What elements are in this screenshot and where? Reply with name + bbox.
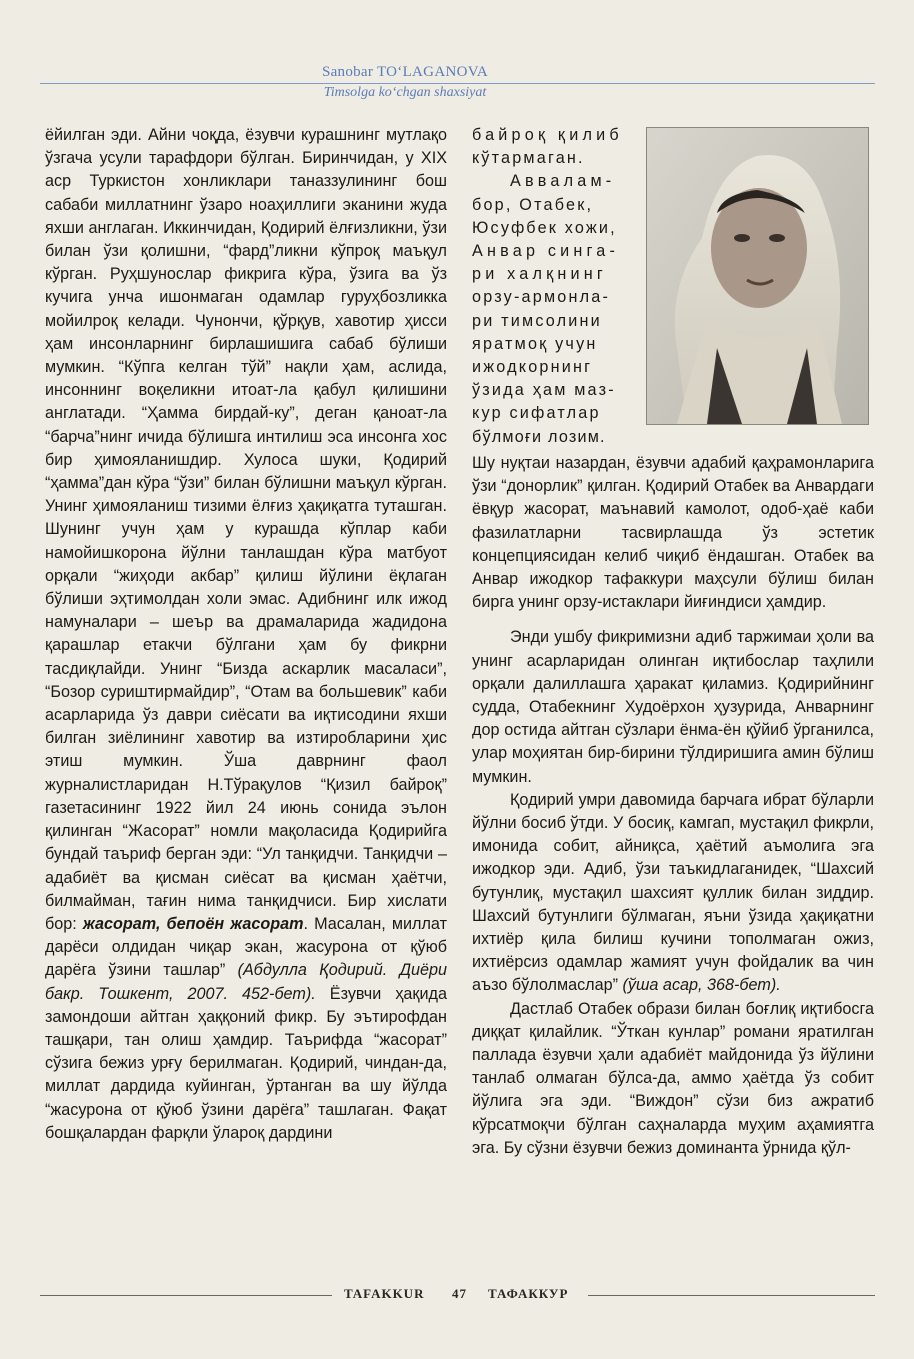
header-author: Sanobar TO‘LAGANOVA — [321, 64, 489, 80]
side-line: ри халқнинг — [472, 265, 608, 283]
side-line: бор, Отабек, — [472, 196, 594, 214]
side-line: орзу-армонла- — [472, 288, 611, 306]
side-line: Аввалам- — [510, 172, 616, 190]
side-line: кўтармаган. — [472, 149, 585, 167]
header-subtitle: Timsolga ko‘chgan shaxsiyat — [323, 85, 487, 100]
side-line: яратмоқ учун — [472, 335, 598, 353]
side-line: кур сифатлар — [472, 404, 601, 422]
side-line: байроқ қилиб — [472, 126, 623, 144]
side-line: ижодкорнинг — [472, 358, 593, 376]
left-paragraph — [45, 124, 447, 1145]
page-footer — [40, 1286, 875, 1306]
side-line: Юсуфбек хожи, — [472, 219, 617, 237]
footer-rule-left — [40, 1295, 332, 1296]
right-p3-text: Қодирий умри давомида барчага ибрат бўларли йўлни босиб ўтди. У босиқ, камгап, мустақил фикрли, имонида собит, айниқса, ҳаётий аъмолига эга ижодкор эди. Адиб, ўзи таъкидлаганидек, “Шахсий бутунлиқ, мустақил шахсият қуллик билан зиддир. Шахсий бутунлиги бўлмаган, яъни ўзида ҳақиқатни ихтиёр қила билиш кучини тополмаган ожиз, ихтиёрсиз одамлар жамият учун фойдалик ва чин аъзо бўлолмаслар” — [472, 790, 874, 995]
left-emphasis: жасорат, бепоён жасорат — [82, 914, 304, 933]
side-line: ўзида ҳам маз- — [472, 381, 616, 399]
right-paragraph-4: Дастлаб Отабек образи билан боғлиқ иқтибосга диққат қилайлик. “Ўткан кунлар” романи яратилган паллада ёзувчи ҳали адабиёт майдонида ўз йўлини танлаб олмаган бўлса-да, аммо ҳаётда ўз собит йўлига эга эди. “Виждон” сўзи биз ажратиб кўрсатмоқчи бўлган саҳналарда муҳим аҳамиятга эга. Бу сўзни ёзувчи бежиз доминанта ўрнида қўл- — [472, 999, 874, 1157]
right-paragraph-1: Шу нуқтаи назардан, ёзувчи адабий қаҳрамонларига ўзи “донорлик” қилган. Қодирий Отабек ва Анвардаги ёвқур жасорат, маънавий камолот, одоб-ҳаё каби фазилатларни тасвирлашда ўз эстетик концепциясидан келиб чиқиб ёндашган. Отабек ва Анвар ижодкор тафаккури маҳсули бўлиш билан бирга унинг орзу-истаклари йиғиндиси ҳамдир. — [472, 454, 874, 612]
side-line: Анвар синга- — [472, 242, 620, 260]
left-column — [45, 124, 447, 1145]
portrait-image — [647, 128, 868, 424]
footer-rule-right — [588, 1295, 875, 1296]
side-line: бўлмоғи лозим. — [472, 428, 606, 446]
header-rule — [40, 83, 875, 84]
side-line: ри тимсолини — [472, 312, 602, 330]
footer-title-cyrillic: ТАФАККУР — [488, 1286, 569, 1301]
right-paragraph-2: Энди ушбу фикримизни адиб таржимаи ҳоли ва унинг асарларидан олинган иқтибослар таҳлили орқали далиллашга ҳаракат қиламиз. Қодирийнинг судда, Отабекнинг Худоёрхон ҳузурида, Анварнинг дор остида айтган сўзлари ёнма-ён қўйиб ўрганилса, улар моҳиятан бир-бирини тўлдиришига амин бўлиш мумкин. — [472, 628, 874, 786]
running-header — [40, 64, 875, 101]
right-paragraph-3 — [472, 789, 874, 998]
right-p3-citation: (ўша асар, 368-бет). — [622, 976, 781, 995]
left-text-1: ёйилган эди. Айни чоқда, ёзувчи курашнинг мутлақо ўзгача усули тарафдори бўлган. Биринчидан, у XIX аср Туркистон хонликлари таназзулининг бош сабаби миллатнинг ўзаро ноаҳиллиги эканини жуда яхши англаган. Иккинчидан, Қодирий ёлғизликни, ўзи билан ўзи қолишни, “фард”ликни кўпроқ маъқул кўрган. Руҳшунослар фикрига кўра, ўзига ва ўз кучига унча ишонмаган одамлар гуруҳбозликка мойилроқ келади. Чунончи, қўрқув, хавотир ҳисси ҳам инсонларнинг бирлашишига сабаб бўлиши мумкин. “Кўпга келган тўй” нақли ҳам, аслида, инсоннинг воқеликни итоат-ла қабул қилишини англатади. “Ҳамма бирдай-ку”, деган қаноат-ла “барча”нинг ичида бўлишга интилиш эса инсонга хос бир ҳимояланишдир. Хулоса шуки, Қодирий “ҳамма”дан кўра “ўзи” билан бўлишни маъқул кўрган. Унинг ҳимояланиш тизими ёлғиз ҳақиқатга туташган. Шунинг учун ҳам у курашда кўплар каби намойишкорона йўлни танлашдан кўра матбуот орқали “жиҳоди акбар” қилиш йўлини ёқлаган бўлиши эҳтимолдан холи эмас. Адибнинг илк ижод намуналари – шеър ва драмаларида жадидона қарашлар етакчи бўлгани ҳам бу фикрни тасдиқлайди. Унинг “Бизда аскарлик масаласи”, “Бозор суриштирмайдир”, “Отам ва большевик” каби асарларида ўз даври сиёсати ва иқтисодини яхши билган зиёлининг хавотир ва изтиробларини ҳис этиш мумкин. Ўша даврнинг фаол журналистларидан Н.Тўрақулов “Қизил байроқ” газетасининг 1922 йил 24 июнь сонида эълон қилинган “Жасорат” номли мақоласида Қодирийга бундай таъриф берган эди: “Ул танқидчи. Танқидчи – адабиёт ва қисман сиёсат ва қисман ҳаётчи, билмайман, тағин нима танқидчиси. Бир хислати бор: — [45, 126, 447, 933]
left-text-3: Ёзувчи ҳақида замондоши айтган ҳаққоний фикр. Бу эътирофдан ташқари, тан олиш ҳамдир. Таърифда “жасорат” сўзига бежиз урғу берилмаган. Қодирий, чиндан-да, миллат дардида куйинган, ўртанган ва шу йўлда “жасурона от қўюб ўзини дарёга” ташлаган. Фақат бошқалардан фарқли ўлароқ дардини — [45, 984, 447, 1142]
left-text-2: . Масалан, миллат дарёси олдидан чиқар экан, жасурона от қўюб дарёга ўзини ташлар” — [45, 914, 447, 980]
author-photo — [646, 127, 869, 425]
left-citation: (Абдулла Қодирий. Диёри бакр. Тошкент, 2007. 452-бет). — [45, 961, 447, 1003]
footer-title-latin: TAFAKKUR — [344, 1286, 425, 1301]
right-column — [472, 452, 874, 1160]
page-number: 47 — [452, 1286, 467, 1301]
